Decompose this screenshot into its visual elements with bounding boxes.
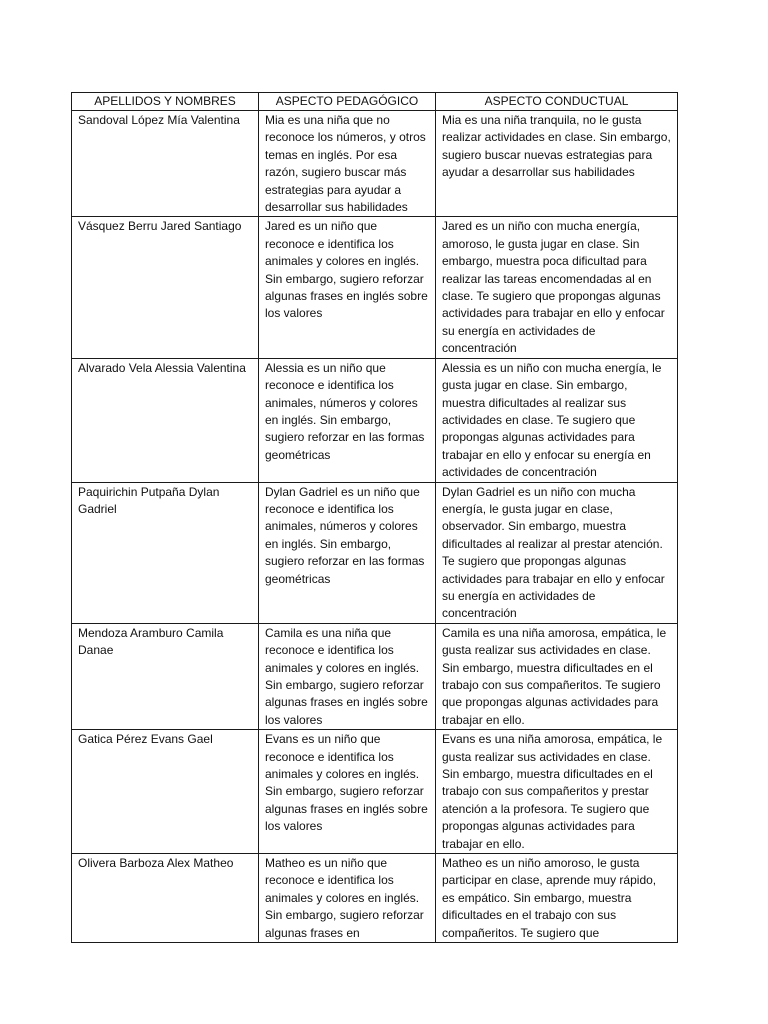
student-name: Paquirichin Putpaña Dylan Gadriel: [72, 482, 259, 623]
table-row: [72, 358, 678, 482]
pedagogical-note: Camila es una niña que reconoce e identifica los animales y colores en inglés. Sin embargo, sugiero reforzar algunas frases en inglés sobre los valores: [259, 623, 436, 729]
student-name: Vásquez Berru Jared Santiago: [72, 217, 259, 358]
student-name: Gatica Pérez Evans Gael: [72, 730, 259, 854]
pedagogical-note: Alessia es un niño que reconoce e identifica los animales, números y colores en inglés. Sin embargo, sugiero reforzar en las formas geométricas: [259, 358, 436, 482]
table-header-row: [72, 93, 678, 111]
student-name: Alvarado Vela Alessia Valentina: [72, 358, 259, 482]
pedagogical-note: Matheo es un niño que reconoce e identifica los animales y colores en inglés. Sin embargo, sugiero reforzar algunas frases en: [259, 854, 436, 943]
table-row: [72, 111, 678, 217]
student-report-table: [71, 92, 678, 943]
student-name: Olivera Barboza Alex Matheo: [72, 854, 259, 943]
pedagogical-note: Evans es un niño que reconoce e identifica los animales y colores en inglés. Sin embargo, sugiero reforzar algunas frases en inglés sobre los valores: [259, 730, 436, 854]
behavioral-note: Matheo es un niño amoroso, le gusta participar en clase, aprende muy rápido, es empático. Sin embargo, muestra dificultades en el trabajo con sus compañeritos. Te sugiero que: [436, 854, 678, 943]
student-name: Mendoza Aramburo Camila Danae: [72, 623, 259, 729]
table-row: [72, 623, 678, 729]
table-row: [72, 854, 678, 943]
behavioral-note: Evans es una niña amorosa, empática, le gusta realizar sus actividades en clase. Sin embargo, muestra dificultades en el trabajo con sus compañeritos y prestar atención a la profesora. Te sugiero que propongas algunas actividades para trabajar en ello.: [436, 730, 678, 854]
behavioral-note: Camila es una niña amorosa, empática, le gusta realizar sus actividades en clase. Sin embargo, muestra dificultades en el trabajo con sus compañeritos. Te sugiero que propongas algunas actividades para trabajar en ello.: [436, 623, 678, 729]
student-name: Sandoval López Mía Valentina: [72, 111, 259, 217]
header-names: APELLIDOS Y NOMBRES: [72, 93, 259, 111]
behavioral-note: Alessia es un niño con mucha energía, le gusta jugar en clase. Sin embargo, muestra dificultades al realizar sus actividades en clase. Te sugiero que propongas algunas actividades para trabajar en ello y enfocar su energía en actividades de concentración: [436, 358, 678, 482]
header-behavioral: ASPECTO CONDUCTUAL: [436, 93, 678, 111]
header-pedagogical: ASPECTO PEDAGÓGICO: [259, 93, 436, 111]
behavioral-note: Mia es una niña tranquila, no le gusta realizar actividades en clase. Sin embargo, sugiero buscar nuevas estrategias para ayudar a desarrollar sus habilidades: [436, 111, 678, 217]
pedagogical-note: Jared es un niño que reconoce e identifica los animales y colores en inglés. Sin embargo, sugiero reforzar algunas frases en inglés sobre los valores: [259, 217, 436, 358]
pedagogical-note: Mia es una niña que no reconoce los números, y otros temas en inglés. Por esa razón, sugiero buscar más estrategias para ayudar a desarrollar sus habilidades: [259, 111, 436, 217]
table-row: [72, 730, 678, 854]
behavioral-note: Dylan Gadriel es un niño con mucha energía, le gusta jugar en clase, observador. Sin embargo, muestra dificultades al realizar al prestar atención. Te sugiero que propongas algunas actividades para trabajar en ello y enfocar su energía en actividades de concentración: [436, 482, 678, 623]
table-row: [72, 482, 678, 623]
behavioral-note: Jared es un niño con mucha energía, amoroso, le gusta jugar en clase. Sin embargo, muestra poca dificultad para realizar las tareas encomendadas al en clase. Te sugiero que propongas algunas actividades para trabajar en ello y enfocar su energía en actividades de concentración: [436, 217, 678, 358]
table-row: [72, 217, 678, 358]
pedagogical-note: Dylan Gadriel es un niño que reconoce e identifica los animales, números y colores en inglés. Sin embargo, sugiero reforzar en las formas geométricas: [259, 482, 436, 623]
